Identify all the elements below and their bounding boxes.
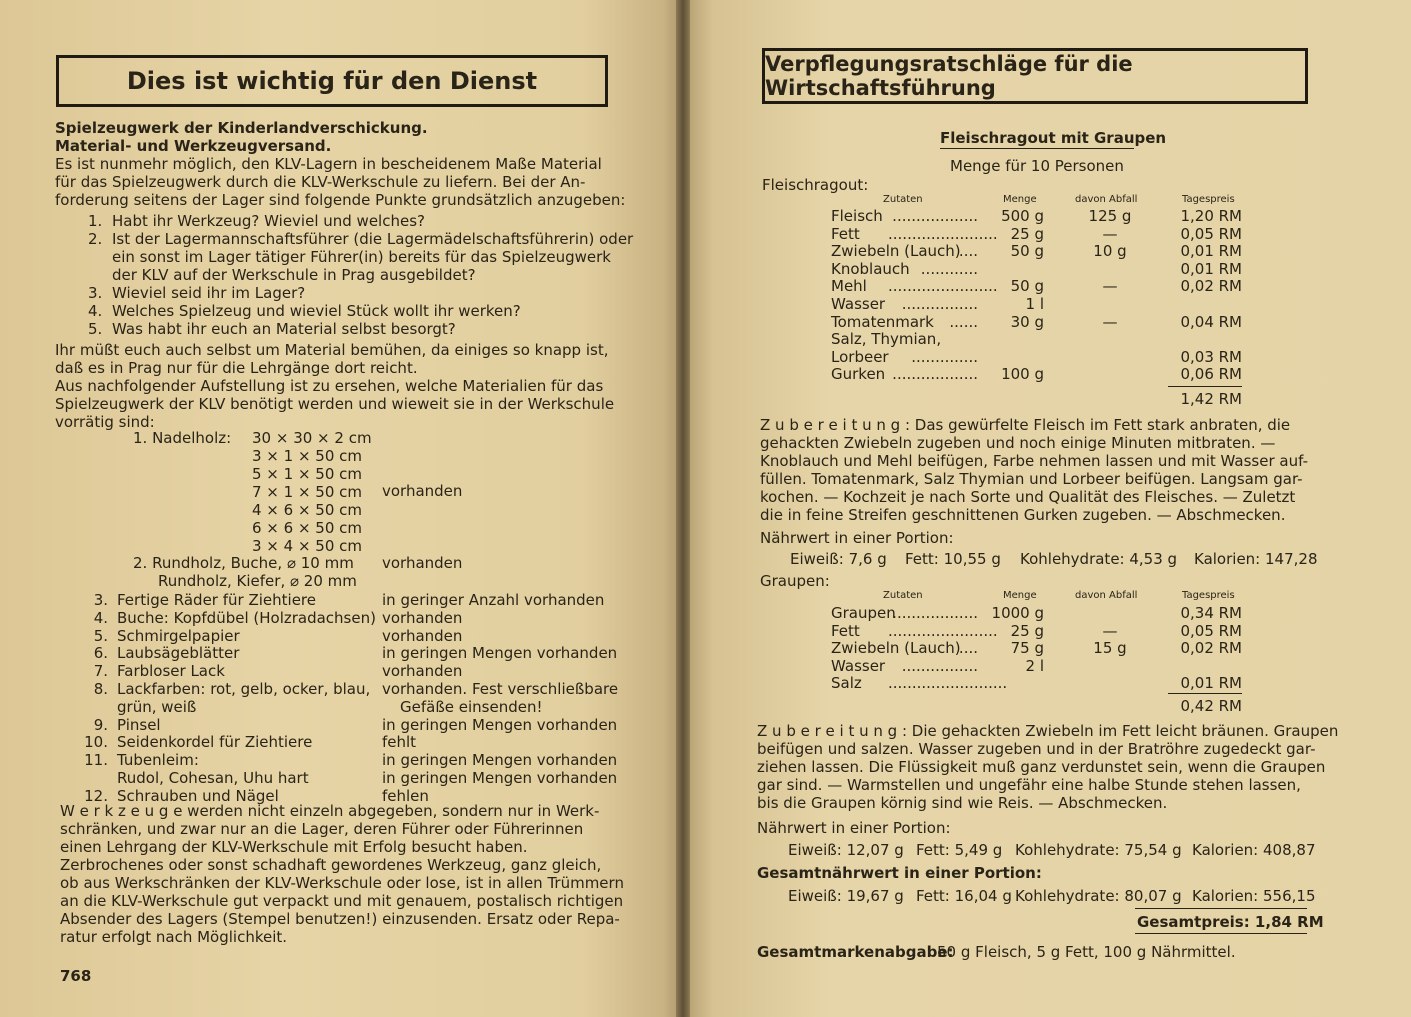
ingredient-abfall: — bbox=[1102, 277, 1118, 296]
ingredient-name: Lorbeer bbox=[831, 347, 889, 366]
question-number: 4. bbox=[88, 302, 103, 320]
paragraph-line: Ihr müßt euch auch selbst um Material bemühen, da einiges so knapp ist, bbox=[55, 341, 609, 359]
paragraph-line: ratur erfolgt nach Möglichkeit. bbox=[60, 928, 288, 946]
material-status: vorhanden bbox=[382, 662, 463, 681]
ingredient-preis: 0,34 RM bbox=[1180, 604, 1242, 622]
col-zutaten: Zutaten bbox=[883, 590, 923, 601]
leader-dots: .... bbox=[958, 639, 978, 658]
col-abfall: davon Abfall bbox=[1075, 590, 1138, 601]
gesamt-value: Eiweiß: 19,67 g bbox=[788, 887, 904, 905]
ingredient-preis: 0,05 RM bbox=[1180, 621, 1242, 640]
ingredient-menge: 50 g bbox=[1010, 242, 1044, 261]
paragraph-line: ziehen lassen. Die Flüssigkeit muß ganz verdunstet sein, wenn die Graupen bbox=[757, 758, 1326, 776]
material-status: in geringen Mengen vorhanden bbox=[382, 644, 618, 663]
paragraph-line: gar sind. — Warmstellen und ungefähr eine halbe Stunde stehen lassen, bbox=[757, 776, 1301, 794]
ingredient-preis: 0,06 RM bbox=[1180, 365, 1242, 384]
naehr-label: Nährwert in einer Portion: bbox=[757, 819, 951, 837]
material-name: Rudol, Cohesan, Uhu hart bbox=[117, 769, 309, 787]
material-name: Schrauben und Nägel bbox=[117, 786, 279, 805]
intro-line: forderung seitens der Lager sind folgende Punkte grundsätzlich anzugeben: bbox=[55, 191, 626, 209]
material-status: fehlt bbox=[382, 733, 417, 752]
material-number: 11. bbox=[84, 751, 108, 770]
material-status: in geringen Mengen vorhanden bbox=[382, 751, 618, 770]
material-name: Laubsägeblätter bbox=[117, 644, 240, 663]
question-line: Welches Spielzeug und wieviel Stück wollt ihr werken? bbox=[112, 302, 521, 320]
size-line: 30 × 30 × 2 cm bbox=[252, 429, 372, 447]
material-number: 4. bbox=[93, 608, 108, 627]
material-number: 8. bbox=[93, 680, 108, 698]
col-preis: Tagespreis bbox=[1182, 590, 1235, 601]
naehr-value: Fett: 10,55 g bbox=[905, 550, 1001, 568]
ingredient-name: Wasser bbox=[831, 295, 886, 313]
paragraph-line: füllen. Tomatenmark, Salz Thymian und Lorbeer beifügen. Langsam gar- bbox=[760, 470, 1303, 488]
table-label: Graupen: bbox=[760, 572, 830, 590]
col-abfall: davon Abfall bbox=[1075, 194, 1138, 205]
material-number: 5. bbox=[93, 626, 108, 645]
ingredient-menge: 30 g bbox=[1010, 312, 1044, 331]
gesamt-value: Fett: 16,04 g bbox=[916, 887, 1012, 905]
ingredient-menge: 500 g bbox=[1001, 207, 1044, 225]
ingredient-menge: 75 g bbox=[1010, 639, 1044, 658]
leader-dots: ....................... bbox=[888, 224, 998, 243]
col-zutaten: Zutaten bbox=[883, 194, 923, 205]
question-number: 3. bbox=[88, 284, 103, 302]
ingredient-abfall: — bbox=[1102, 621, 1118, 640]
leader-dots: ....................... bbox=[888, 621, 998, 640]
material-status: vorhanden bbox=[382, 554, 463, 572]
ingredient-preis: 0,05 RM bbox=[1180, 224, 1242, 243]
leader-dots: ............ bbox=[920, 259, 978, 278]
paragraph-line: beifügen und salzen. Wasser zugeben und in der Bratröhre zugedeckt gar- bbox=[757, 740, 1316, 758]
material-name: Seidenkordel für Ziehtiere bbox=[117, 733, 313, 752]
table-total: 0,42 RM bbox=[1180, 697, 1242, 715]
ingredient-name: Gurken bbox=[831, 365, 886, 384]
section-title: Spielzeugwerk der Kinderlandverschickung. bbox=[55, 119, 428, 137]
marken-label: Gesamtmarkenabgabe: bbox=[757, 943, 954, 961]
paragraph-line: einen Lehrgang der KLV-Werkschule mit Erfolg besucht haben. bbox=[60, 838, 528, 856]
question-number: 1. bbox=[88, 212, 103, 230]
material-name: grün, weiß bbox=[117, 697, 197, 716]
material-number: 3. bbox=[93, 591, 108, 609]
question-line: ein sonst im Lager tätiger Führer(in) bereits für das Spielzeugwerk bbox=[112, 248, 611, 266]
table-total: 1,42 RM bbox=[1180, 390, 1242, 408]
material-label: 1. Nadelholz: bbox=[133, 429, 232, 447]
material-name: Lackfarben: rot, gelb, ocker, blau, bbox=[117, 680, 371, 698]
ingredient-menge: 2 l bbox=[1025, 656, 1044, 675]
paragraph-line: Aus nachfolgender Aufstellung ist zu ersehen, welche Materialien für das bbox=[55, 377, 604, 395]
ingredient-abfall: 125 g bbox=[1088, 207, 1132, 225]
material-status: vorhanden bbox=[382, 626, 463, 645]
ingredient-abfall: — bbox=[1102, 224, 1118, 243]
naehr-label: Nährwert in einer Portion: bbox=[760, 529, 954, 547]
material-label: 2. Rundholz, Buche, ⌀ 10 mm bbox=[133, 554, 354, 572]
paragraph-line: vorrätig sind: bbox=[55, 413, 155, 431]
naehr-value: Fett: 5,49 g bbox=[916, 841, 1003, 859]
ingredient-name: Fett bbox=[831, 621, 860, 640]
gesamt-value: Kohlehydrate: 80,07 g bbox=[1015, 887, 1182, 905]
paragraph-line: kochen. — Kochzeit je nach Sorte und Qualität des Fleisches. — Zuletzt bbox=[760, 488, 1296, 506]
leader-dots: ................ bbox=[901, 295, 978, 313]
ingredient-menge: 1000 g bbox=[991, 604, 1044, 622]
paragraph-line: Absender des Lagers (Stempel benutzen!) einzusenden. Ersatz oder Repa- bbox=[60, 910, 620, 928]
paragraph-line: an die KLV-Werkschule gut verpackt und mit genauem, postalisch richtigen bbox=[60, 892, 624, 910]
question-line: Ist der Lagermannschaftsführer (die Lagermädelschaftsführerin) oder bbox=[112, 230, 634, 248]
paragraph-line: bis die Graupen körnig sind wie Reis. — Abschmecken. bbox=[757, 794, 1168, 812]
ingredient-name: Graupen bbox=[831, 604, 896, 622]
ingredient-menge: 50 g bbox=[1010, 277, 1044, 296]
material-status: in geringen Mengen vorhanden bbox=[382, 715, 618, 734]
leader-dots: .................. bbox=[892, 604, 978, 622]
question-number: 2. bbox=[88, 230, 103, 248]
gesamt-label: Gesamtnährwert in einer Portion: bbox=[757, 864, 1042, 882]
size-line: 4 × 6 × 50 cm bbox=[252, 501, 363, 519]
material-number: 6. bbox=[93, 644, 108, 663]
ingredient-abfall: 10 g bbox=[1093, 242, 1127, 261]
leader-dots: .............. bbox=[911, 347, 978, 366]
ingredient-name: Wasser bbox=[831, 656, 886, 675]
naehr-value: Kalorien: 408,87 bbox=[1192, 841, 1316, 859]
ingredient-name: Fleisch bbox=[831, 207, 883, 225]
paragraph-line: Z u b e r e i t u n g : Die gehackten Zwiebeln im Fett leicht bräunen. Graupen bbox=[757, 722, 1339, 740]
table-label: Fleischragout: bbox=[762, 176, 869, 194]
naehr-value: Kohlehydrate: 4,53 g bbox=[1020, 550, 1178, 568]
col-preis: Tagespreis bbox=[1182, 194, 1235, 205]
ingredient-preis: 0,01 RM bbox=[1180, 259, 1242, 278]
right-page bbox=[684, 0, 1411, 1017]
leader-dots: ................ bbox=[901, 656, 978, 675]
size-line: 7 × 1 × 50 cm bbox=[252, 483, 363, 501]
recipe-title: Fleischragout mit Graupen bbox=[940, 129, 1167, 147]
col-menge: Menge bbox=[1003, 194, 1037, 205]
ingredient-name: Knoblauch bbox=[831, 259, 910, 278]
leader-dots: .... bbox=[958, 242, 978, 261]
ingredient-preis: 0,01 RM bbox=[1180, 242, 1242, 261]
left-page bbox=[0, 0, 684, 1017]
material-name: Fertige Räder für Ziehtiere bbox=[117, 591, 316, 609]
left-heading: Dies ist wichtig für den Dienst bbox=[56, 55, 608, 107]
material-status: fehlen bbox=[382, 786, 429, 805]
naehr-value: Eiweiß: 7,6 g bbox=[790, 550, 887, 568]
paragraph-line: daß es in Prag nur für die Lehrgänge dort reicht. bbox=[55, 359, 418, 377]
ingredient-menge: 25 g bbox=[1010, 621, 1044, 640]
question-number: 5. bbox=[88, 320, 103, 338]
sum-rule bbox=[1168, 693, 1242, 694]
ingredient-menge: 25 g bbox=[1010, 224, 1044, 243]
size-line: 6 × 6 × 50 cm bbox=[252, 519, 363, 537]
paragraph-line: die in feine Streifen geschnittenen Gurken zugeben. — Abschmecken. bbox=[760, 506, 1286, 524]
material-name: Farbloser Lack bbox=[117, 662, 225, 681]
size-line: 5 × 1 × 50 cm bbox=[252, 465, 363, 483]
ingredient-name: Salz, Thymian, bbox=[831, 330, 942, 349]
material-status: Gefäße einsenden! bbox=[400, 697, 543, 716]
recipe-title-underline bbox=[940, 148, 1134, 149]
material-status: in geringen Mengen vorhanden bbox=[382, 769, 618, 787]
material-number: 7. bbox=[93, 662, 108, 681]
ingredient-preis: 1,20 RM bbox=[1180, 207, 1242, 225]
ingredient-name: Salz bbox=[831, 674, 862, 693]
paragraph-line: Z u b e r e i t u n g : Das gewürfelte Fleisch im Fett stark anbraten, die bbox=[760, 416, 1291, 434]
gesamtpreis: Gesamtpreis: 1,84 RM bbox=[1137, 913, 1324, 931]
ingredient-preis: 0,04 RM bbox=[1180, 312, 1242, 331]
ingredient-menge: 1 l bbox=[1025, 295, 1044, 313]
question-line: Wieviel seid ihr im Lager? bbox=[112, 284, 306, 302]
material-status: vorhanden bbox=[382, 608, 463, 627]
ingredient-name: Fett bbox=[831, 224, 860, 243]
material-status: in geringer Anzahl vorhanden bbox=[382, 591, 605, 609]
material-name: Pinsel bbox=[117, 715, 161, 734]
marken-text: 50 g Fleisch, 5 g Fett, 100 g Nährmittel. bbox=[937, 943, 1236, 961]
intro-line: Es ist nunmehr möglich, den KLV-Lagern in bescheidenem Maße Material bbox=[55, 155, 602, 173]
ingredient-name: Mehl bbox=[831, 277, 867, 296]
size-line: 3 × 4 × 50 cm bbox=[252, 537, 363, 555]
gesamt-value: Kalorien: 556,15 bbox=[1192, 887, 1316, 905]
leader-dots: ...... bbox=[949, 312, 978, 331]
section-subtitle: Material- und Werkzeugversand. bbox=[55, 137, 332, 155]
ingredient-menge: 100 g bbox=[1001, 365, 1044, 384]
material-name: Schmirgelpapier bbox=[117, 626, 240, 645]
ingredient-preis: 0,02 RM bbox=[1180, 277, 1242, 296]
question-line: Was habt ihr euch an Material selbst besorgt? bbox=[112, 320, 456, 338]
material-name: Tubenleim: bbox=[117, 751, 199, 770]
book-gutter bbox=[676, 0, 690, 1017]
leader-dots: .................. bbox=[892, 365, 978, 384]
ingredient-preis: 0,03 RM bbox=[1180, 347, 1242, 366]
gesamtpreis-rule-bottom bbox=[1135, 933, 1307, 934]
leader-dots: ....................... bbox=[888, 277, 998, 296]
ingredient-name: Tomatenmark bbox=[831, 312, 934, 331]
ingredient-abfall: — bbox=[1102, 312, 1118, 331]
material-status: vorhanden bbox=[382, 482, 463, 500]
paragraph-line: schränken, und zwar nur an die Lager, deren Führer oder Führerinnen bbox=[60, 820, 584, 838]
sum-rule bbox=[1168, 386, 1242, 387]
material-number: 10. bbox=[84, 733, 108, 752]
ingredient-name: Zwiebeln (Lauch) bbox=[831, 639, 961, 658]
ingredient-name: Zwiebeln (Lauch) bbox=[831, 242, 961, 261]
material-number: 9. bbox=[93, 715, 108, 734]
naehr-value: Kalorien: 147,28 bbox=[1194, 550, 1318, 568]
page-number: 768 bbox=[60, 967, 92, 985]
ingredient-abfall: 15 g bbox=[1093, 639, 1127, 658]
naehr-value: Eiweiß: 12,07 g bbox=[788, 841, 904, 859]
naehr-value: Kohlehydrate: 75,54 g bbox=[1015, 841, 1182, 859]
gesamtpreis-rule-top bbox=[1135, 908, 1307, 909]
leader-dots: ......................... bbox=[888, 674, 1008, 693]
intro-line: für das Spielzeugwerk durch die KLV-Werkschule zu liefern. Bei der An- bbox=[55, 173, 586, 191]
ingredient-preis: 0,02 RM bbox=[1180, 639, 1242, 658]
leader-dots: .................. bbox=[892, 207, 978, 225]
question-line: der KLV auf der Werkschule in Prag ausgebildet? bbox=[112, 266, 476, 284]
right-heading: Verpflegungsratschläge für die Wirtschaftsführung bbox=[762, 48, 1308, 104]
material-name: Buche: Kopfdübel (Holzradachsen) bbox=[117, 608, 376, 627]
paragraph-line: gehackten Zwiebeln zugeben und noch einige Minuten mitbraten. — bbox=[760, 434, 1276, 452]
paragraph-line: Spielzeugwerk der KLV benötigt werden und wieweit sie in der Werkschule bbox=[55, 395, 615, 413]
paragraph-line: ob aus Werkschränken der KLV-Werkschule oder lose, ist in allen Trümmern bbox=[60, 874, 624, 892]
material-status: vorhanden. Fest verschließbare bbox=[382, 680, 619, 698]
material-number: 12. bbox=[84, 786, 108, 805]
paragraph-line: Knoblauch und Mehl beifügen, Farbe nehmen lassen und mit Wasser auf- bbox=[760, 452, 1308, 470]
material-label: Rundholz, Kiefer, ⌀ 20 mm bbox=[158, 572, 357, 590]
col-menge: Menge bbox=[1003, 590, 1037, 601]
question-line: Habt ihr Werkzeug? Wieviel und welches? bbox=[112, 212, 425, 230]
paragraph-line: W e r k z e u g e werden nicht einzeln abgegeben, sondern nur in Werk- bbox=[60, 802, 600, 820]
paragraph-line: Zerbrochenes oder sonst schadhaft gewordenes Werkzeug, ganz gleich, bbox=[60, 856, 602, 874]
size-line: 3 × 1 × 50 cm bbox=[252, 447, 363, 465]
servings-line: Menge für 10 Personen bbox=[950, 157, 1124, 175]
ingredient-preis: 0,01 RM bbox=[1180, 674, 1242, 693]
